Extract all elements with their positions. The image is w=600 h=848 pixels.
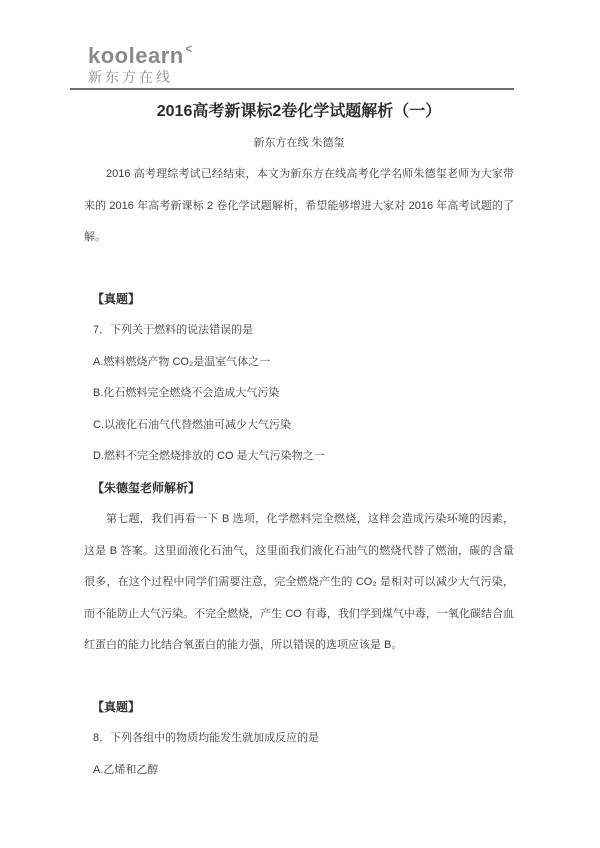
question-7-option-c: C.以液化石油气代替燃油可减少大气污染 (93, 418, 291, 431)
logo-wordmark: koolearn (88, 43, 184, 68)
logo-chevron-icon: < (185, 41, 192, 56)
logo-chinese-name: 新东方在线 (88, 69, 173, 85)
analysis-section-label: 【朱德玺老师解析】 (92, 480, 201, 495)
question-7-text: 7．下列关于燃料的说法错误的是 (93, 324, 254, 336)
question-8-text: 8．下列各组中的物质均能发生就加成反应的是 (93, 732, 320, 744)
koolearn-logo (88, 42, 514, 84)
doc-title: 2016高考新课标2卷化学试题解析（一） (156, 103, 442, 120)
analysis-paragraph: 第七题，我们再看一下 B 选项，化学燃料完全燃烧，这样会造成污染环境的因素，这是 B 答案。这里面液化石油气，这里面我们液化石油气的燃烧代替了燃油，碳的含量很多，在这个过程中同学们需要注意，完全燃烧产生的 CO₂ 是相对可以减少大气污染，而不能防止大气污染。不完全燃烧，产生 CO 有毒，我们学到煤气中毒，一氧化碳结合血红蛋白的能力比结合氧蛋白的能力强，所以错误的选项应该是 B。 (84, 513, 514, 651)
q7-section-label: 【真题】 (92, 291, 141, 306)
q8-section-label: 【真题】 (92, 699, 141, 714)
question-7-option-a: A.燃料燃烧产物 CO₂是温室气体之一 (93, 355, 271, 368)
question-8-option-a: A.乙烯和乙醇 (93, 763, 159, 776)
intro-paragraph: 2016 高考理综考试已经结束，本文为新东方在线高考化学名师朱德玺老师为大家带来的 2016 年高考新课标 2 卷化学试题解析，希望能够增进大家对 2016 年高考试题的了解。 (84, 168, 514, 243)
doc-byline: 新东方在线 朱德玺 (253, 136, 345, 149)
question-7-option-b: B.化石燃料完全燃烧不会造成大气污染 (93, 387, 280, 399)
question-7-option-d: D.燃料不完全燃烧排放的 CO 是大气污染物之一 (93, 450, 325, 462)
logo-wordmark-row (88, 42, 514, 67)
header-divider (70, 88, 514, 90)
